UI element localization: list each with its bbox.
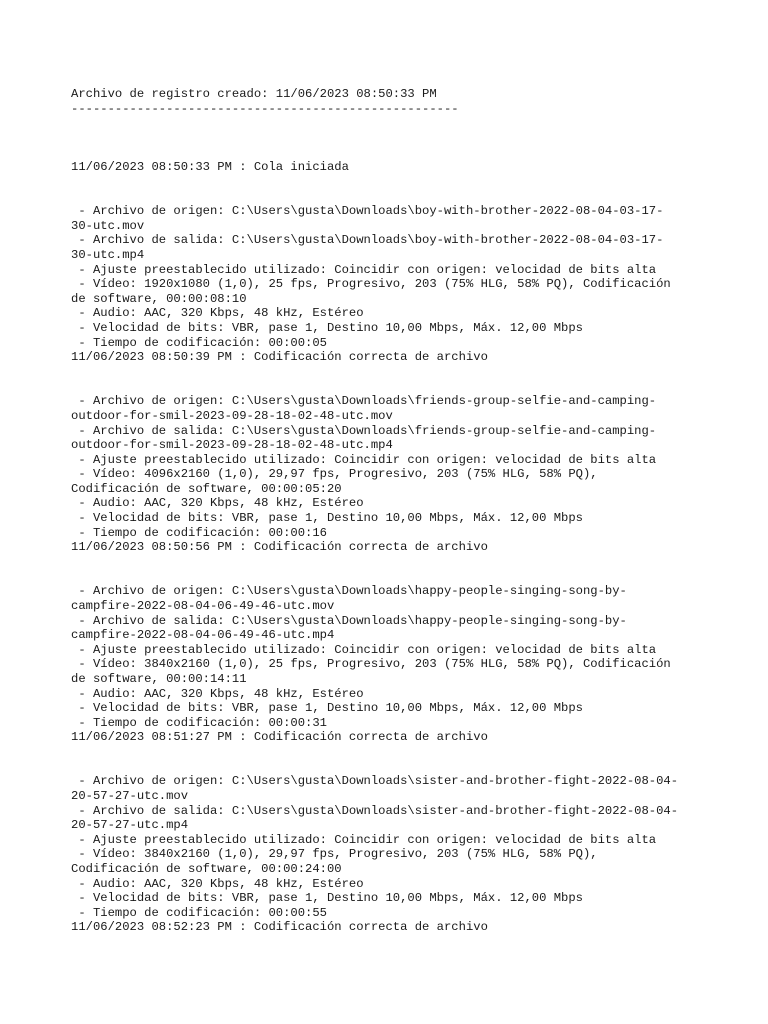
preset-line: - Ajuste preestablecido utilizado: Coincidir con origen: velocidad de bits alta — [71, 452, 657, 467]
encode-time-line: - Tiempo de codificación: 00:00:05 — [71, 335, 327, 350]
log-entry — [71, 204, 711, 365]
source-file-line: - Archivo de origen: C:\Users\gusta\Downloads\friends-group-selfie-and-camping- — [71, 394, 657, 409]
audio-line: - Audio: AAC, 320 Kbps, 48 kHz, Estéreo — [71, 686, 364, 701]
bitrate-line: - Velocidad de bits: VBR, pase 1, Destino 10,00 Mbps, Máx. 12,00 Mbps — [71, 511, 583, 526]
video-line: - Vídeo: 1920x1080 (1,0), 25 fps, Progresivo, 203 (75% HLG, 58% PQ), Codificación — [71, 277, 671, 292]
source-file-line-cont: 30-utc.mov — [71, 218, 145, 233]
source-file-line: - Archivo de origen: C:\Users\gusta\Downloads\sister-and-brother-fight-2022-08-04- — [71, 774, 679, 789]
log-created-line: Archivo de registro creado: 11/06/2023 08:50:33 PM — [71, 87, 437, 101]
video-line: - Vídeo: 3840x2160 (1,0), 25 fps, Progresivo, 203 (75% HLG, 58% PQ), Codificación — [71, 657, 671, 672]
queue-started-line: 11/06/2023 08:50:33 PM : Cola iniciada — [71, 160, 349, 175]
result-line: 11/06/2023 08:51:27 PM : Codificación correcta de archivo — [71, 730, 488, 745]
log-entries — [71, 204, 711, 935]
video-line-cont: de software, 00:00:08:10 — [71, 291, 247, 306]
audio-line: - Audio: AAC, 320 Kbps, 48 kHz, Estéreo — [71, 306, 364, 321]
bitrate-line: - Velocidad de bits: VBR, pase 1, Destino 10,00 Mbps, Máx. 12,00 Mbps — [71, 891, 583, 906]
audio-line: - Audio: AAC, 320 Kbps, 48 kHz, Estéreo — [71, 496, 364, 511]
encode-time-line: - Tiempo de codificación: 00:00:31 — [71, 715, 327, 730]
result-line: 11/06/2023 08:50:56 PM : Codificación correcta de archivo — [71, 540, 488, 555]
output-file-line: - Archivo de salida: C:\Users\gusta\Downloads\happy-people-singing-song-by- — [71, 613, 627, 628]
output-file-line-cont: 20-57-27-utc.mp4 — [71, 818, 189, 833]
encode-time-line: - Tiempo de codificación: 00:00:55 — [71, 905, 327, 920]
video-line: - Vídeo: 4096x2160 (1,0), 29,97 fps, Progresivo, 203 (75% HLG, 58% PQ), — [71, 467, 598, 482]
output-file-line: - Archivo de salida: C:\Users\gusta\Downloads\sister-and-brother-fight-2022-08-04- — [71, 803, 679, 818]
log-entry — [71, 394, 711, 555]
bitrate-line: - Velocidad de bits: VBR, pase 1, Destino 10,00 Mbps, Máx. 12,00 Mbps — [71, 701, 583, 716]
bitrate-line: - Velocidad de bits: VBR, pase 1, Destino 10,00 Mbps, Máx. 12,00 Mbps — [71, 321, 583, 336]
log-header — [71, 87, 711, 116]
output-file-line: - Archivo de salida: C:\Users\gusta\Downloads\friends-group-selfie-and-camping- — [71, 423, 657, 438]
output-file-line: - Archivo de salida: C:\Users\gusta\Downloads\boy-with-brother-2022-08-04-03-17- — [71, 233, 664, 248]
video-line-cont: Codificación de software, 00:00:24:00 — [71, 861, 342, 876]
source-file-line: - Archivo de origen: C:\Users\gusta\Downloads\happy-people-singing-song-by- — [71, 584, 627, 599]
separator-line: ----------------------------------------------------- — [71, 101, 459, 116]
preset-line: - Ajuste preestablecido utilizado: Coincidir con origen: velocidad de bits alta — [71, 832, 657, 847]
output-file-line-cont: campfire-2022-08-04-06-49-46-utc.mp4 — [71, 628, 335, 643]
output-file-line-cont: outdoor-for-smil-2023-09-28-18-02-48-utc.mp4 — [71, 438, 393, 453]
source-file-line: - Archivo de origen: C:\Users\gusta\Downloads\boy-with-brother-2022-08-04-03-17- — [71, 204, 664, 219]
log-entry — [71, 774, 711, 935]
encode-time-line: - Tiempo de codificación: 00:00:16 — [71, 525, 327, 540]
log-document — [71, 87, 711, 935]
preset-line: - Ajuste preestablecido utilizado: Coincidir con origen: velocidad de bits alta — [71, 642, 657, 657]
result-line: 11/06/2023 08:50:39 PM : Codificación correcta de archivo — [71, 350, 488, 365]
preset-line: - Ajuste preestablecido utilizado: Coincidir con origen: velocidad de bits alta — [71, 262, 657, 277]
video-line-cont: de software, 00:00:14:11 — [71, 671, 247, 686]
audio-line: - Audio: AAC, 320 Kbps, 48 kHz, Estéreo — [71, 876, 364, 891]
video-line-cont: Codificación de software, 00:00:05:20 — [71, 481, 342, 496]
result-line: 11/06/2023 08:52:23 PM : Codificación correcta de archivo — [71, 920, 488, 935]
source-file-line-cont: 20-57-27-utc.mov — [71, 788, 189, 803]
source-file-line-cont: outdoor-for-smil-2023-09-28-18-02-48-utc.mov — [71, 408, 393, 423]
output-file-line-cont: 30-utc.mp4 — [71, 248, 145, 263]
log-entry — [71, 584, 711, 745]
video-line: - Vídeo: 3840x2160 (1,0), 29,97 fps, Progresivo, 203 (75% HLG, 58% PQ), — [71, 847, 598, 862]
source-file-line-cont: campfire-2022-08-04-06-49-46-utc.mov — [71, 598, 335, 613]
